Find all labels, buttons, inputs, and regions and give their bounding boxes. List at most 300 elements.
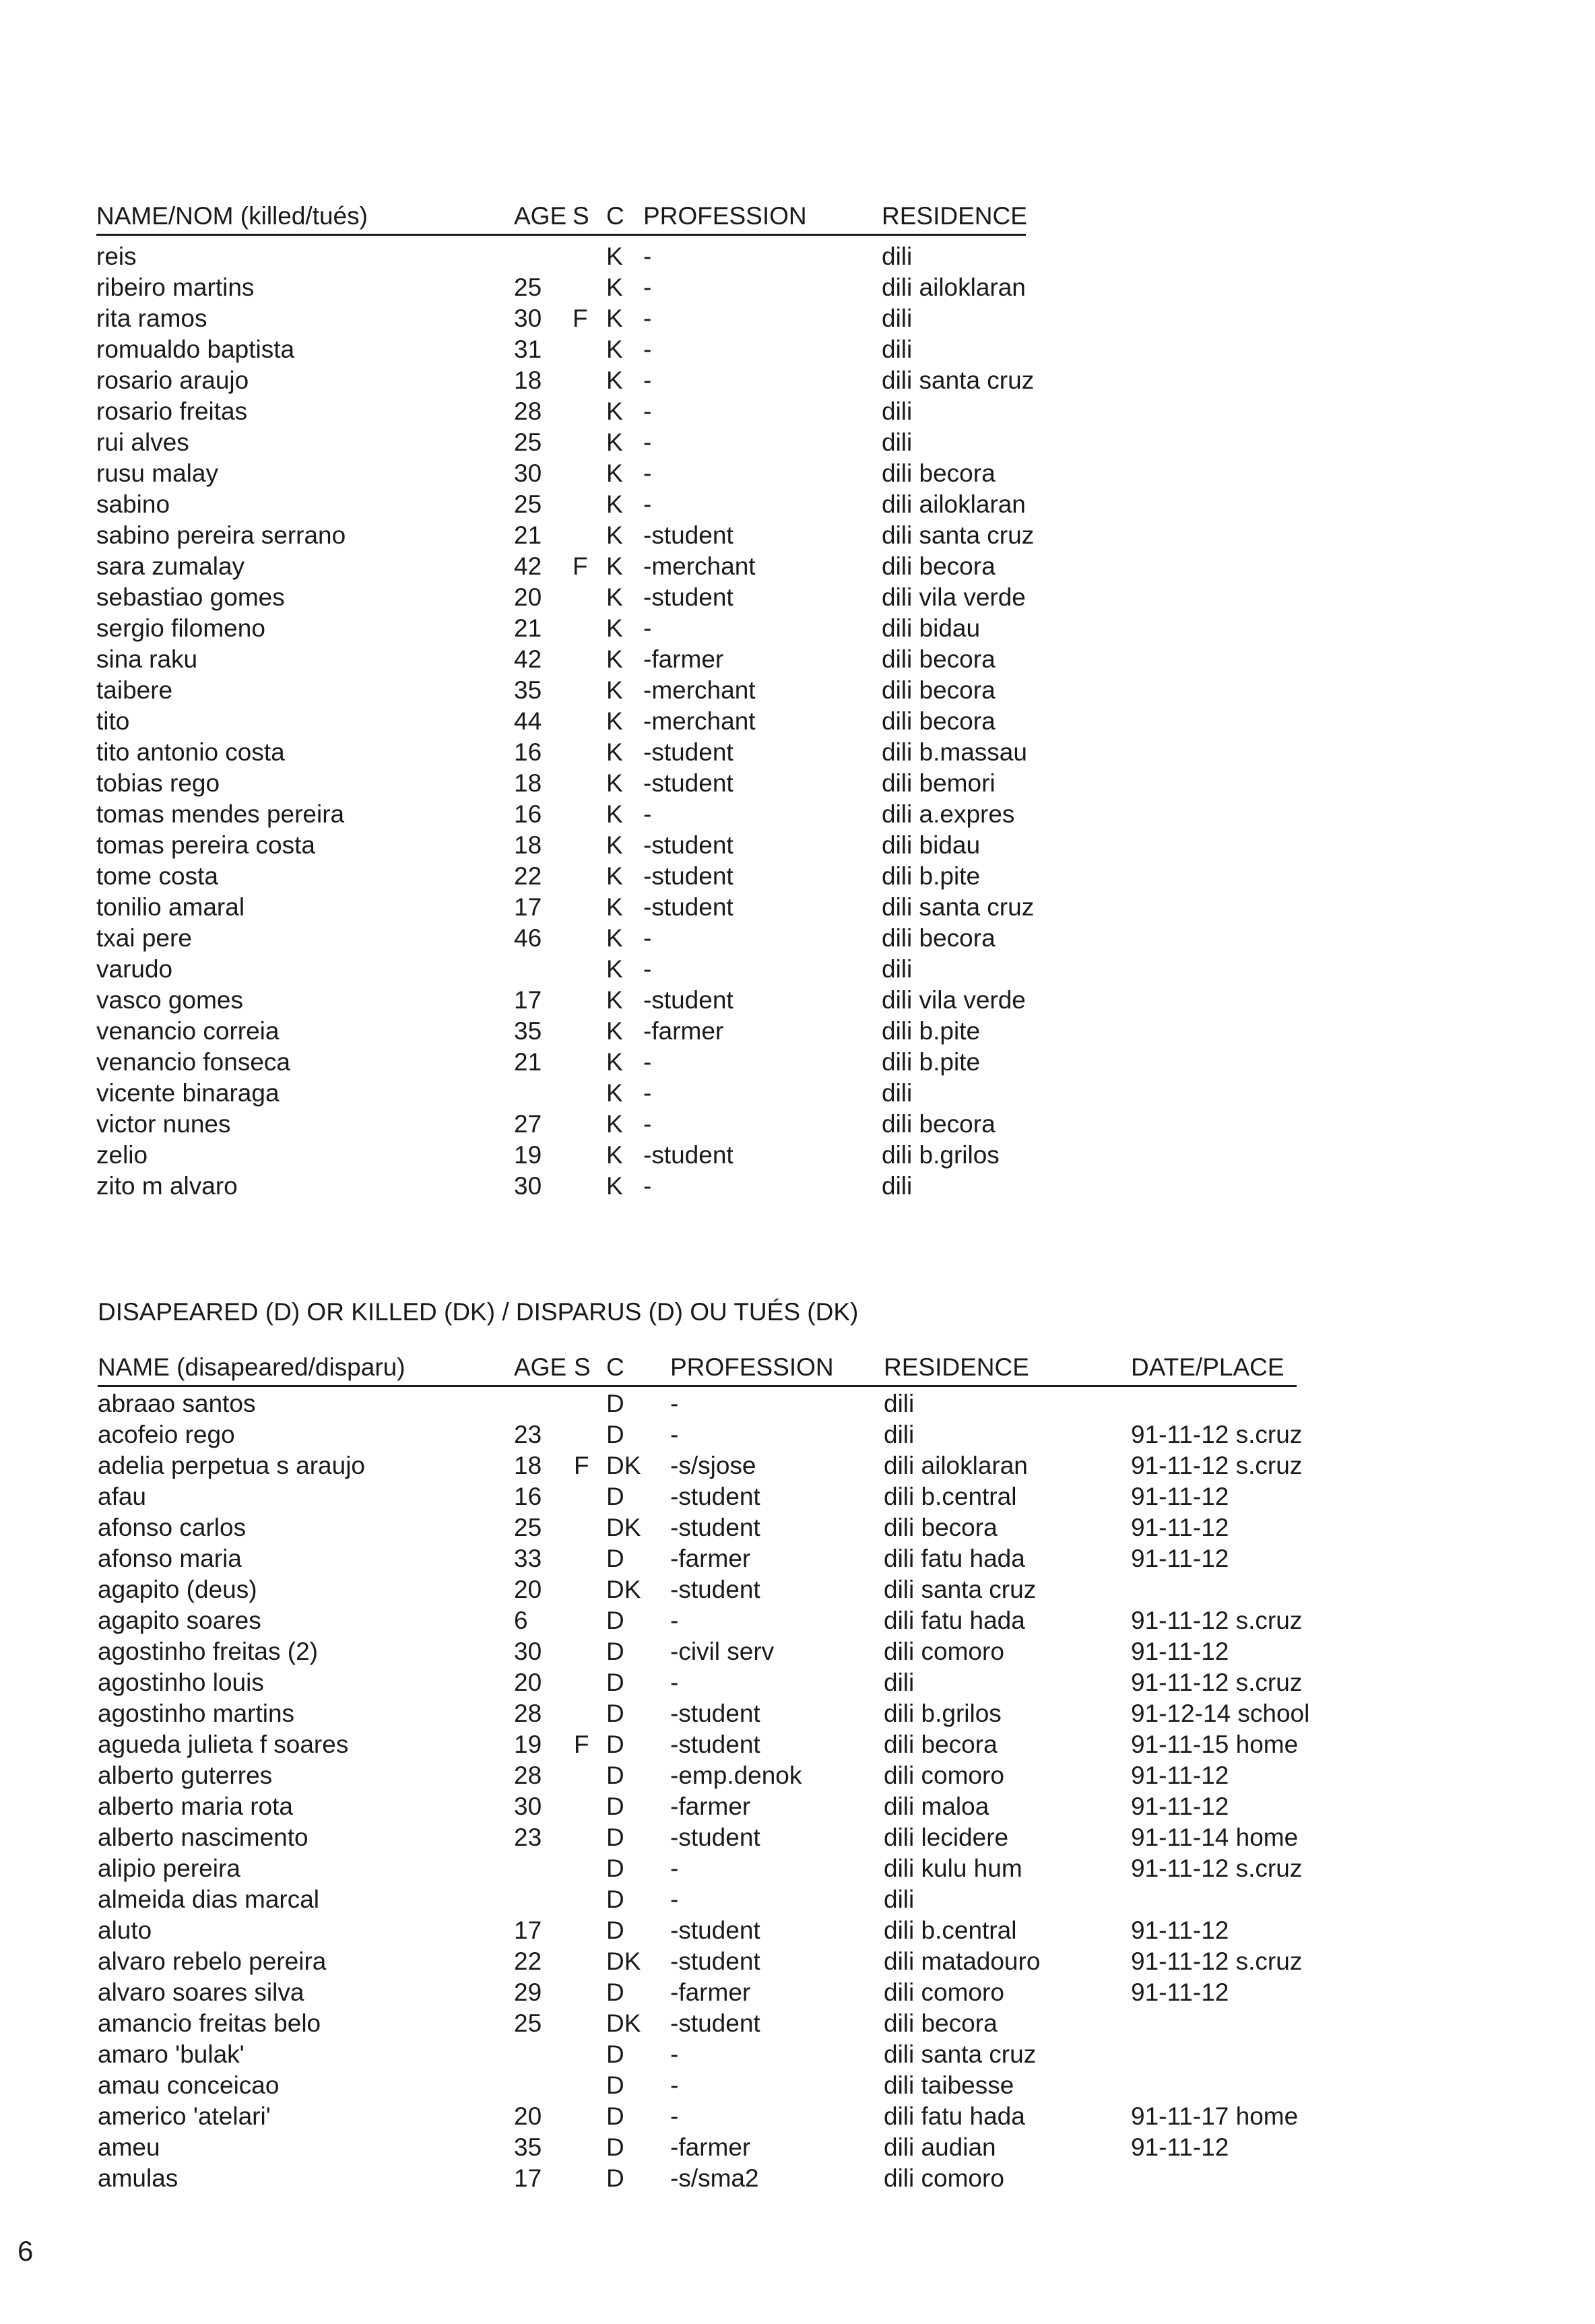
cell-age: 27	[514, 1110, 542, 1138]
cell-profession: -	[670, 1669, 679, 1696]
cell-residence: dili becora	[882, 707, 996, 735]
cell-name: sara zumalay	[96, 552, 245, 580]
table-row	[96, 861, 1039, 892]
cell-name: alberto guterres	[98, 1762, 273, 1789]
header-name: NAME (disapeared/disparu)	[98, 1353, 405, 1381]
table-row	[96, 768, 1039, 799]
cell-profession: -student	[643, 521, 734, 549]
cell-category: D	[606, 1421, 624, 1448]
table-row	[96, 644, 1039, 675]
cell-profession: -	[643, 397, 652, 425]
cell-category: D	[606, 1638, 624, 1665]
cell-residence: dili fatu hada	[884, 1545, 1025, 1572]
cell-name: rui alves	[96, 428, 189, 456]
cell-profession: -	[670, 2040, 679, 2068]
cell-age: 16	[514, 1483, 542, 1510]
cell-age: 25	[514, 490, 542, 518]
cell-name: amulas	[98, 2164, 178, 2192]
cell-age: 18	[514, 769, 542, 797]
cell-age: 28	[514, 1762, 542, 1789]
cell-category: K	[606, 1141, 623, 1169]
cell-age: 21	[514, 1048, 542, 1076]
cell-profession: -	[643, 366, 652, 394]
cell-category: D	[606, 1700, 624, 1727]
cell-residence: dili fatu hada	[884, 2102, 1025, 2130]
cell-name: agueda julieta f soares	[98, 1731, 349, 1758]
killed-table	[96, 201, 1039, 1200]
table-row	[98, 1543, 1512, 1574]
cell-date-place: 91-11-12 s.cruz	[1131, 1947, 1303, 1975]
cell-profession: -	[670, 1607, 679, 1634]
cell-category: D	[606, 2164, 624, 2192]
cell-category: K	[606, 583, 623, 611]
cell-name: agapito soares	[98, 1607, 261, 1634]
table-row	[96, 582, 1039, 613]
cell-residence: dili santa cruz	[884, 2040, 1037, 2068]
cell-age: 16	[514, 738, 542, 766]
table-row	[98, 1388, 1512, 1419]
cell-residence: dili b.pite	[882, 1048, 981, 1076]
cell-age: 25	[514, 273, 542, 301]
disappeared-table-body	[98, 1388, 1512, 2194]
table-row	[96, 1109, 1039, 1140]
cell-age: 33	[514, 1545, 542, 1572]
cell-category: K	[606, 831, 623, 859]
cell-residence: dili bemori	[882, 769, 996, 797]
cell-age: 23	[514, 1823, 542, 1851]
cell-residence: dili	[882, 1172, 913, 1200]
cell-profession: -student	[643, 1141, 734, 1169]
cell-age: 18	[514, 831, 542, 859]
cell-name: agapito (deus)	[98, 1576, 257, 1603]
cell-residence: dili santa cruz	[884, 1576, 1037, 1603]
table-row	[96, 365, 1039, 396]
table-row	[96, 830, 1039, 861]
cell-age: 20	[514, 1576, 542, 1603]
cell-name: rosario araujo	[96, 366, 249, 394]
cell-age: 25	[514, 2009, 542, 2037]
cell-name: romualdo baptista	[96, 335, 295, 363]
cell-residence: dili lecidere	[884, 1823, 1009, 1851]
cell-residence: dili b.pite	[882, 1017, 981, 1045]
cell-age: 19	[514, 1731, 542, 1758]
cell-name: tito antonio costa	[96, 738, 285, 766]
table-row	[96, 613, 1039, 644]
table-row	[96, 1047, 1039, 1078]
cell-name: alipio pereira	[98, 1854, 240, 1882]
cell-age: 21	[514, 614, 542, 642]
cell-residence: dili vila verde	[882, 986, 1026, 1014]
table-row	[98, 1605, 1512, 1636]
table-row	[98, 1698, 1512, 1729]
table-row	[96, 427, 1039, 458]
cell-date-place: 91-11-12	[1131, 2133, 1229, 2161]
cell-profession: -merchant	[643, 552, 756, 580]
table-row	[96, 1140, 1039, 1171]
table-row	[96, 272, 1039, 303]
table-row	[98, 1946, 1512, 1977]
cell-profession: -student	[670, 1823, 760, 1851]
cell-name: vasco gomes	[96, 986, 243, 1014]
cell-category: D	[606, 1885, 624, 1913]
header-date-place: DATE/PLACE	[1131, 1353, 1284, 1381]
cell-name: agostinho martins	[98, 1700, 295, 1727]
cell-residence: dili	[884, 1421, 915, 1448]
header-category: C	[606, 1353, 624, 1381]
cell-profession: -	[670, 1854, 679, 1882]
table-row	[98, 1915, 1512, 1946]
cell-age: 22	[514, 1947, 542, 1975]
cell-profession: -	[643, 1048, 652, 1076]
cell-residence: dili becora	[882, 924, 996, 952]
cell-age: 42	[514, 552, 542, 580]
table-row	[96, 892, 1039, 923]
cell-age: 6	[514, 1607, 528, 1634]
table-row	[98, 1884, 1512, 1915]
cell-age: 29	[514, 1978, 542, 2006]
header-residence: RESIDENCE	[882, 202, 1027, 230]
cell-age: 30	[514, 459, 542, 487]
cell-date-place: 91-11-12 s.cruz	[1131, 1452, 1303, 1479]
cell-name: amau conceicao	[98, 2071, 280, 2099]
cell-residence: dili becora	[884, 1514, 998, 1541]
cell-profession: -student	[670, 1483, 760, 1510]
cell-date-place: 91-11-12 s.cruz	[1131, 1669, 1303, 1696]
killed-table-body	[96, 241, 1039, 1202]
cell-name: ribeiro martins	[96, 273, 255, 301]
cell-category: D	[606, 1731, 624, 1758]
cell-residence: dili comoro	[884, 1978, 1004, 2006]
cell-name: adelia perpetua s araujo	[98, 1452, 366, 1479]
cell-date-place: 91-11-15 home	[1131, 1731, 1299, 1758]
table-row	[98, 1822, 1512, 1853]
cell-name: acofeio rego	[98, 1421, 235, 1448]
cell-residence: dili fatu hada	[884, 1607, 1025, 1634]
cell-profession: -	[643, 800, 652, 828]
cell-category: K	[606, 614, 623, 642]
cell-name: afonso maria	[98, 1545, 242, 1572]
table-row	[96, 396, 1039, 427]
table-row	[98, 1636, 1512, 1667]
cell-profession: -	[670, 2071, 679, 2099]
cell-residence: dili	[884, 1885, 915, 1913]
cell-category: K	[606, 676, 623, 704]
cell-profession: -farmer	[643, 645, 724, 673]
cell-category: K	[606, 800, 623, 828]
cell-age: 28	[514, 1700, 542, 1727]
cell-age: 16	[514, 800, 542, 828]
cell-residence: dili	[882, 304, 913, 332]
cell-residence: dili	[882, 955, 913, 983]
cell-age: 19	[514, 1141, 542, 1169]
cell-residence: dili bidau	[882, 831, 981, 859]
table-row	[98, 2101, 1512, 2132]
cell-category: K	[606, 986, 623, 1014]
cell-category: DK	[606, 1947, 641, 1975]
cell-profession: -student	[670, 2009, 760, 2037]
cell-profession: -	[643, 335, 652, 363]
disappeared-table-header	[98, 1352, 1512, 1384]
cell-category: D	[606, 2133, 624, 2161]
cell-category: K	[606, 862, 623, 890]
cell-residence: dili	[882, 428, 913, 456]
cell-name: almeida dias marcal	[98, 1885, 320, 1913]
cell-name: sina raku	[96, 645, 198, 673]
cell-category: D	[606, 1669, 624, 1696]
cell-category: K	[606, 490, 623, 518]
table-row	[98, 1574, 1512, 1605]
cell-residence: dili b.grilos	[882, 1141, 1000, 1169]
cell-age: 20	[514, 2102, 542, 2130]
cell-profession: -s/sma2	[670, 2164, 759, 2192]
cell-profession: -student	[643, 769, 734, 797]
table-row	[98, 1853, 1512, 1884]
cell-category: K	[606, 1048, 623, 1076]
cell-sex: F	[574, 1731, 589, 1758]
cell-profession: -	[643, 428, 652, 456]
cell-residence: dili bidau	[882, 614, 981, 642]
cell-residence: dili ailoklaran	[884, 1452, 1028, 1479]
cell-category: K	[606, 243, 623, 270]
cell-profession: -student	[643, 583, 734, 611]
table-row	[98, 1512, 1512, 1543]
cell-profession: -farmer	[670, 1793, 751, 1820]
cell-name: afonso carlos	[98, 1514, 247, 1541]
cell-profession: -student	[643, 831, 734, 859]
table-row	[98, 1667, 1512, 1698]
cell-residence: dili comoro	[884, 2164, 1004, 2192]
table-row	[98, 1729, 1512, 1760]
cell-profession: -farmer	[670, 2133, 751, 2161]
header-profession: PROFESSION	[643, 202, 807, 230]
cell-date-place: 91-11-12 s.cruz	[1131, 1421, 1303, 1448]
cell-residence: dili ailoklaran	[882, 273, 1026, 301]
cell-category: K	[606, 955, 623, 983]
cell-age: 25	[514, 428, 542, 456]
cell-date-place: 91-11-12	[1131, 1978, 1229, 2006]
cell-name: alvaro soares silva	[98, 1978, 304, 2006]
cell-profession: -	[643, 490, 652, 518]
cell-date-place: 91-11-12 s.cruz	[1131, 1854, 1303, 1882]
cell-category: K	[606, 1079, 623, 1107]
cell-date-place: 91-11-12	[1131, 1483, 1229, 1510]
cell-age: 35	[514, 1017, 542, 1045]
cell-category: K	[606, 1110, 623, 1138]
table-row	[96, 675, 1039, 706]
cell-sex: F	[574, 1452, 589, 1479]
table-row	[98, 2132, 1512, 2163]
cell-category: D	[606, 1483, 624, 1510]
cell-category: K	[606, 924, 623, 952]
cell-profession: -	[643, 614, 652, 642]
cell-age: 20	[514, 1669, 542, 1696]
table-row	[98, 1791, 1512, 1822]
cell-profession: -student	[670, 1947, 760, 1975]
cell-age: 46	[514, 924, 542, 952]
table-row	[96, 489, 1039, 520]
cell-name: tome costa	[96, 862, 218, 890]
cell-residence: dili a.expres	[882, 800, 1015, 828]
cell-name: amancio freitas belo	[98, 2009, 321, 2037]
cell-age: 30	[514, 1638, 542, 1665]
cell-age: 18	[514, 1452, 542, 1479]
table-row	[96, 985, 1039, 1016]
cell-name: sabino pereira serrano	[96, 521, 346, 549]
cell-profession: -student	[643, 893, 734, 921]
cell-age: 20	[514, 583, 542, 611]
cell-sex: F	[573, 304, 588, 332]
cell-age: 35	[514, 676, 542, 704]
cell-residence: dili	[882, 397, 913, 425]
cell-profession: -merchant	[643, 676, 756, 704]
table-row	[98, 1977, 1512, 2008]
cell-age: 30	[514, 304, 542, 332]
header-age: AGE	[514, 202, 567, 230]
cell-category: D	[606, 1916, 624, 1944]
table-row	[96, 1171, 1039, 1202]
cell-age: 17	[514, 893, 542, 921]
cell-name: amaro 'bulak'	[98, 2040, 245, 2068]
cell-category: K	[606, 304, 623, 332]
cell-residence: dili comoro	[884, 1762, 1004, 1789]
table-row	[98, 1481, 1512, 1512]
cell-date-place: 91-11-12	[1131, 1793, 1229, 1820]
cell-residence: dili taibesse	[884, 2071, 1014, 2099]
cell-profession: -student	[670, 1731, 760, 1758]
table-row	[98, 1450, 1512, 1481]
table-row	[96, 706, 1039, 737]
cell-name: ameu	[98, 2133, 160, 2161]
cell-residence: dili santa cruz	[882, 521, 1035, 549]
cell-residence: dili matadouro	[884, 1947, 1041, 1975]
cell-category: DK	[606, 1514, 641, 1541]
cell-age: 30	[514, 1793, 542, 1820]
cell-residence: dili	[882, 1079, 913, 1107]
cell-name: tonilio amaral	[96, 893, 245, 921]
cell-age: 17	[514, 986, 542, 1014]
table-row	[96, 241, 1039, 272]
table-row	[96, 551, 1039, 582]
cell-name: aluto	[98, 1916, 152, 1944]
cell-profession: -	[643, 1079, 652, 1107]
header-rule	[96, 234, 1026, 236]
cell-profession: -	[643, 304, 652, 332]
cell-date-place: 91-11-12	[1131, 1514, 1229, 1541]
cell-date-place: 91-11-12	[1131, 1545, 1229, 1572]
cell-residence: dili kulu hum	[884, 1854, 1022, 1882]
cell-category: D	[606, 2071, 624, 2099]
cell-name: sebastiao gomes	[96, 583, 285, 611]
cell-category: K	[606, 1017, 623, 1045]
cell-date-place: 91-11-17 home	[1131, 2102, 1299, 2130]
cell-age: 21	[514, 521, 542, 549]
cell-age: 42	[514, 645, 542, 673]
cell-category: K	[606, 893, 623, 921]
cell-profession: -student	[643, 738, 734, 766]
cell-residence: dili santa cruz	[882, 893, 1035, 921]
page-number: 6	[18, 2235, 34, 2267]
table-row	[98, 1419, 1512, 1450]
cell-residence: dili	[882, 243, 913, 270]
table-row	[96, 799, 1039, 830]
cell-age: 23	[514, 1421, 542, 1448]
cell-name: vicente binaraga	[96, 1079, 280, 1107]
cell-name: victor nunes	[96, 1110, 231, 1138]
cell-name: abraao santos	[98, 1390, 256, 1417]
cell-profession: -student	[670, 1700, 760, 1727]
cell-category: D	[606, 1545, 624, 1572]
cell-residence: dili audian	[884, 2133, 996, 2161]
table-row	[96, 923, 1039, 954]
cell-name: alberto nascimento	[98, 1823, 308, 1851]
cell-age: 44	[514, 707, 542, 735]
cell-profession: -	[643, 955, 652, 983]
cell-category: K	[606, 335, 623, 363]
cell-age: 17	[514, 1916, 542, 1944]
table-row	[98, 2039, 1512, 2070]
cell-category: K	[606, 552, 623, 580]
cell-profession: -	[670, 1390, 679, 1417]
header-profession: PROFESSION	[670, 1353, 834, 1381]
cell-residence: dili b.grilos	[884, 1700, 1002, 1727]
cell-category: D	[606, 1793, 624, 1820]
cell-category: K	[606, 428, 623, 456]
cell-name: agostinho freitas (2)	[98, 1638, 319, 1665]
table-row	[98, 1760, 1512, 1791]
cell-profession: -	[670, 2102, 679, 2130]
cell-residence: dili becora	[882, 1110, 996, 1138]
cell-residence: dili b.central	[884, 1483, 1017, 1510]
cell-residence: dili b.massau	[882, 738, 1027, 766]
table-row	[98, 2163, 1512, 2194]
section-title: DISAPEARED (D) OR KILLED (DK) / DISPARUS (D) OU TUÉS (DK)	[98, 1298, 859, 1326]
cell-profession: -farmer	[643, 1017, 724, 1045]
header-sex: S	[574, 1353, 591, 1381]
cell-name: tito	[96, 707, 130, 735]
cell-profession: -	[643, 459, 652, 487]
cell-name: tobias rego	[96, 769, 220, 797]
header-category: C	[606, 202, 624, 230]
cell-category: DK	[606, 1576, 641, 1603]
cell-category: DK	[606, 1452, 641, 1479]
cell-age: 31	[514, 335, 542, 363]
cell-profession: -student	[643, 862, 734, 890]
cell-name: alvaro rebelo pereira	[98, 1947, 327, 1975]
header-name: NAME/NOM (killed/tués)	[96, 202, 368, 230]
cell-date-place: 91-11-12	[1131, 1762, 1229, 1789]
cell-profession: -farmer	[670, 1978, 751, 2006]
disappeared-table	[98, 1352, 1512, 2190]
cell-name: zelio	[96, 1141, 148, 1169]
cell-category: K	[606, 521, 623, 549]
cell-profession: -merchant	[643, 707, 756, 735]
cell-category: D	[606, 2040, 624, 2068]
cell-category: K	[606, 459, 623, 487]
cell-category: K	[606, 273, 623, 301]
cell-profession: -	[643, 243, 652, 270]
cell-category: D	[606, 1823, 624, 1851]
cell-residence: dili becora	[882, 459, 996, 487]
table-row	[96, 520, 1039, 551]
cell-age: 17	[514, 2164, 542, 2192]
cell-name: zito m alvaro	[96, 1172, 238, 1200]
cell-residence: dili maloa	[884, 1793, 989, 1820]
cell-name: tomas mendes pereira	[96, 800, 345, 828]
cell-residence: dili becora	[882, 552, 996, 580]
cell-profession: -	[643, 1110, 652, 1138]
cell-date-place: 91-11-12 s.cruz	[1131, 1607, 1303, 1634]
cell-category: D	[606, 1978, 624, 2006]
